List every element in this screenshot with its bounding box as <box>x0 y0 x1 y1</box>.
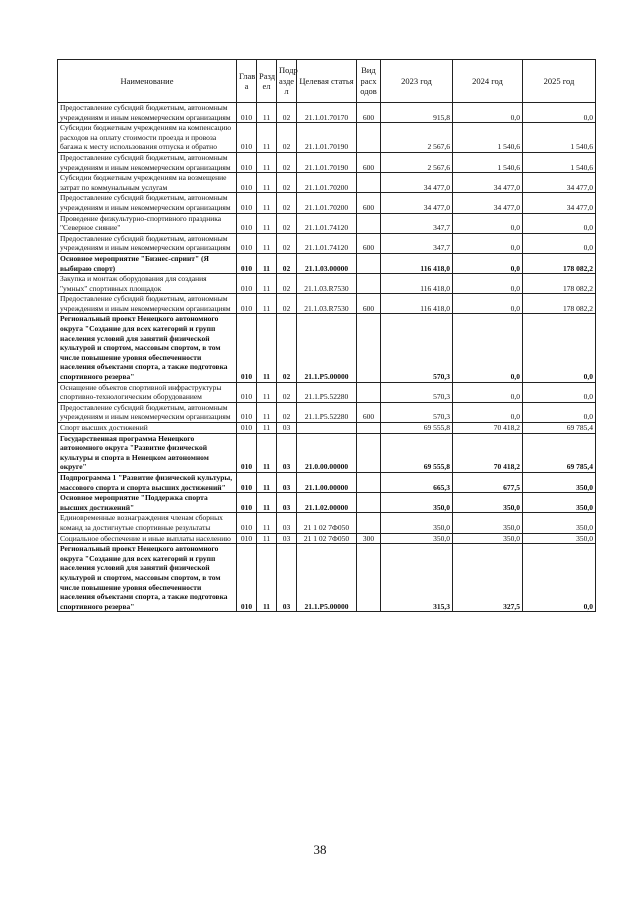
header-podrazdel: Подр азде л <box>277 60 297 103</box>
cell-podrazdel: 03 <box>277 433 297 472</box>
cell-glava: 010 <box>237 314 257 382</box>
cell-target: 21.0.00.00000 <box>297 433 357 472</box>
cell-2025: 1 540,6 <box>523 152 596 172</box>
cell-name: Предоставление субсидий бюджетным, автономным учреждениям и иным некоммерческим организациям <box>58 294 237 314</box>
cell-2024: 350,0 <box>453 493 523 513</box>
cell-2024: 0,0 <box>453 314 523 382</box>
cell-2023: 2 567,6 <box>381 123 453 153</box>
header-glava: Глав а <box>237 60 257 103</box>
table-row <box>58 152 596 172</box>
table-row <box>58 294 596 314</box>
cell-vid <box>357 493 381 513</box>
cell-vid: 600 <box>357 294 381 314</box>
cell-glava: 010 <box>237 253 257 273</box>
table-row <box>58 382 596 402</box>
cell-podrazdel: 02 <box>277 314 297 382</box>
cell-glava: 010 <box>237 213 257 233</box>
cell-razdel: 11 <box>257 193 277 213</box>
table-row <box>58 433 596 472</box>
cell-2024: 70 418,2 <box>453 423 523 434</box>
cell-2024: 0,0 <box>453 233 523 253</box>
cell-glava: 010 <box>237 423 257 434</box>
cell-target: 21.1.P5.52280 <box>297 382 357 402</box>
table-header-row <box>58 60 596 103</box>
cell-2023: 570,3 <box>381 314 453 382</box>
cell-target: 21.1.01.70200 <box>297 193 357 213</box>
cell-razdel: 11 <box>257 213 277 233</box>
table-row <box>58 472 596 492</box>
cell-name: Предоставление субсидий бюджетным, автономным учреждениям и иным некоммерческим организациям <box>58 402 237 422</box>
table-row <box>58 213 596 233</box>
cell-razdel: 11 <box>257 152 277 172</box>
cell-name: Государственная программа Ненецкого автономного округа "Развитие физической культуры и спорта в Ненецком автономном округе" <box>58 433 237 472</box>
cell-name: Субсидии бюджетным учреждениям на компенсацию расходов на оплату стоимости проезда и провоза багажа к месту использования отпуска и обратно <box>58 123 237 153</box>
cell-2024: 0,0 <box>453 253 523 273</box>
cell-glava: 010 <box>237 294 257 314</box>
cell-name: Закупка и монтаж оборудования для создания "умных" спортивных площадок <box>58 274 237 294</box>
cell-vid: 600 <box>357 402 381 422</box>
cell-razdel: 11 <box>257 472 277 492</box>
cell-glava: 010 <box>237 533 257 544</box>
cell-name: Субсидии бюджетным учреждениям на возмещение затрат по коммунальным услугам <box>58 173 237 193</box>
cell-2025: 0,0 <box>523 402 596 422</box>
cell-glava: 010 <box>237 193 257 213</box>
table-row <box>58 253 596 273</box>
cell-vid: 600 <box>357 193 381 213</box>
cell-name: Предоставление субсидий бюджетным, автономным учреждениям и иным некоммерческим организациям <box>58 152 237 172</box>
cell-name: Предоставление субсидий бюджетным, автономным учреждениям и иным некоммерческим организациям <box>58 233 237 253</box>
cell-target: 21.1.03.00000 <box>297 253 357 273</box>
cell-2024: 34 477,0 <box>453 193 523 213</box>
cell-2024: 0,0 <box>453 294 523 314</box>
cell-target: 21.1.01.70170 <box>297 103 357 123</box>
cell-vid <box>357 423 381 434</box>
cell-target: 21.1.P5.00000 <box>297 544 357 612</box>
cell-2025: 178 082,2 <box>523 294 596 314</box>
cell-2023: 570,3 <box>381 382 453 402</box>
cell-target: 21.1.00.00000 <box>297 472 357 492</box>
cell-razdel: 11 <box>257 382 277 402</box>
cell-2025: 0,0 <box>523 213 596 233</box>
cell-glava: 010 <box>237 382 257 402</box>
cell-2025: 0,0 <box>523 103 596 123</box>
header-vid: Вид расх одов <box>357 60 381 103</box>
cell-vid <box>357 314 381 382</box>
cell-2025: 0,0 <box>523 382 596 402</box>
cell-2025: 0,0 <box>523 544 596 612</box>
cell-glava: 010 <box>237 274 257 294</box>
cell-2024: 0,0 <box>453 274 523 294</box>
cell-2025: 34 477,0 <box>523 193 596 213</box>
cell-2023: 570,3 <box>381 402 453 422</box>
cell-target: 21.1.01.70200 <box>297 173 357 193</box>
cell-2023: 34 477,0 <box>381 173 453 193</box>
cell-2024: 350,0 <box>453 533 523 544</box>
cell-vid <box>357 433 381 472</box>
budget-table <box>57 59 596 612</box>
cell-razdel: 11 <box>257 173 277 193</box>
cell-vid <box>357 173 381 193</box>
cell-glava: 010 <box>237 472 257 492</box>
cell-vid: 600 <box>357 152 381 172</box>
table-row <box>58 233 596 253</box>
cell-2024: 1 540,6 <box>453 123 523 153</box>
cell-target: 21.1.03.R7530 <box>297 274 357 294</box>
header-2024: 2024 год <box>453 60 523 103</box>
cell-2023: 116 418,0 <box>381 253 453 273</box>
cell-podrazdel: 02 <box>277 103 297 123</box>
cell-2025: 69 785,4 <box>523 433 596 472</box>
table-body <box>58 103 596 612</box>
header-razdel: Разд ел <box>257 60 277 103</box>
cell-name: Предоставление субсидий бюджетным, автономным учреждениям и иным некоммерческим организациям <box>58 103 237 123</box>
cell-podrazdel: 02 <box>277 253 297 273</box>
cell-podrazdel: 02 <box>277 213 297 233</box>
cell-2023: 350,0 <box>381 533 453 544</box>
cell-razdel: 11 <box>257 314 277 382</box>
cell-vid: 600 <box>357 103 381 123</box>
cell-razdel: 11 <box>257 423 277 434</box>
cell-name: Основное мероприятие "Поддержка спорта высших достижений" <box>58 493 237 513</box>
cell-name: Оснащение объектов спортивной инфраструктуры спортивно-технологическим оборудованием <box>58 382 237 402</box>
cell-glava: 010 <box>237 233 257 253</box>
cell-razdel: 11 <box>257 123 277 153</box>
cell-podrazdel: 03 <box>277 472 297 492</box>
cell-2023: 665,3 <box>381 472 453 492</box>
cell-name: Подпрограмма 1 "Развитие физической культуры, массового спорта и спорта высших достижений" <box>58 472 237 492</box>
cell-2024: 327,5 <box>453 544 523 612</box>
cell-2025: 350,0 <box>523 472 596 492</box>
cell-razdel: 11 <box>257 544 277 612</box>
cell-glava: 010 <box>237 402 257 422</box>
header-name: Наименование <box>58 60 237 103</box>
cell-glava: 010 <box>237 152 257 172</box>
cell-razdel: 11 <box>257 402 277 422</box>
cell-2024: 0,0 <box>453 213 523 233</box>
cell-podrazdel: 02 <box>277 382 297 402</box>
cell-2023: 69 555,8 <box>381 433 453 472</box>
cell-podrazdel: 02 <box>277 152 297 172</box>
cell-glava: 010 <box>237 103 257 123</box>
header-2023: 2023 год <box>381 60 453 103</box>
cell-podrazdel: 02 <box>277 233 297 253</box>
cell-razdel: 11 <box>257 233 277 253</box>
table-row <box>58 173 596 193</box>
cell-razdel: 11 <box>257 513 277 533</box>
cell-2024: 0,0 <box>453 103 523 123</box>
cell-name: Предоставление субсидий бюджетным, автономным учреждениям и иным некоммерческим организациям <box>58 193 237 213</box>
cell-podrazdel: 02 <box>277 123 297 153</box>
cell-2024: 70 418,2 <box>453 433 523 472</box>
cell-2023: 116 418,0 <box>381 294 453 314</box>
cell-razdel: 11 <box>257 433 277 472</box>
table-row <box>58 533 596 544</box>
cell-2024: 350,0 <box>453 513 523 533</box>
cell-target <box>297 423 357 434</box>
cell-name: Проведение физкультурно-спортивного праздника "Северное сияние" <box>58 213 237 233</box>
table-row <box>58 103 596 123</box>
cell-target: 21.1.01.74120 <box>297 213 357 233</box>
cell-podrazdel: 02 <box>277 193 297 213</box>
cell-vid <box>357 513 381 533</box>
cell-vid: 600 <box>357 233 381 253</box>
cell-vid <box>357 472 381 492</box>
cell-2025: 1 540,6 <box>523 123 596 153</box>
cell-target: 21.1.01.70190 <box>297 123 357 153</box>
page-number: 38 <box>313 842 327 857</box>
header-2025: 2025 год <box>523 60 596 103</box>
cell-glava: 010 <box>237 123 257 153</box>
cell-glava: 010 <box>237 544 257 612</box>
cell-2023: 116 418,0 <box>381 274 453 294</box>
cell-2023: 315,3 <box>381 544 453 612</box>
cell-razdel: 11 <box>257 533 277 544</box>
cell-target: 21.1.03.R7530 <box>297 294 357 314</box>
cell-2025: 0,0 <box>523 314 596 382</box>
cell-razdel: 11 <box>257 294 277 314</box>
table-row <box>58 423 596 434</box>
cell-vid <box>357 382 381 402</box>
cell-2025: 178 082,2 <box>523 274 596 294</box>
cell-target: 21.1.02.00000 <box>297 493 357 513</box>
cell-podrazdel: 03 <box>277 423 297 434</box>
cell-target: 21.1.P5.00000 <box>297 314 357 382</box>
cell-2025: 350,0 <box>523 513 596 533</box>
cell-target: 21 1 02 7Ф050 <box>297 533 357 544</box>
cell-glava: 010 <box>237 433 257 472</box>
cell-2024: 34 477,0 <box>453 173 523 193</box>
table-row <box>58 493 596 513</box>
cell-podrazdel: 02 <box>277 402 297 422</box>
cell-2023: 34 477,0 <box>381 193 453 213</box>
cell-target: 21.1.01.74120 <box>297 233 357 253</box>
cell-name: Спорт высших достижений <box>58 423 237 434</box>
cell-razdel: 11 <box>257 274 277 294</box>
cell-name: Основное мероприятие "Бизнес-спринт" (Я выбираю спорт) <box>58 253 237 273</box>
header-target: Целевая статья <box>297 60 357 103</box>
cell-2023: 347,7 <box>381 213 453 233</box>
cell-podrazdel: 02 <box>277 173 297 193</box>
cell-podrazdel: 03 <box>277 533 297 544</box>
cell-name: Региональный проект Ненецкого автономного округа "Создание для всех категорий и групп населения условий для занятий физической культурой и спортом, массовым спортом, в том числе повышение уровня обеспеченности населения объектами спорта, а также подготовка спортивного резерва" <box>58 544 237 612</box>
cell-vid <box>357 274 381 294</box>
cell-2024: 677,5 <box>453 472 523 492</box>
table-row <box>58 513 596 533</box>
cell-razdel: 11 <box>257 493 277 513</box>
table-row <box>58 193 596 213</box>
cell-glava: 010 <box>237 493 257 513</box>
table-row <box>58 274 596 294</box>
cell-vid <box>357 544 381 612</box>
cell-vid <box>357 253 381 273</box>
cell-target: 21 1 02 7Ф050 <box>297 513 357 533</box>
cell-podrazdel: 02 <box>277 294 297 314</box>
cell-name: Единовременные вознаграждения членам сборных команд за достигнутые спортивные результаты <box>58 513 237 533</box>
table-row <box>58 544 596 612</box>
cell-2025: 0,0 <box>523 233 596 253</box>
cell-2023: 69 555,8 <box>381 423 453 434</box>
cell-name: Социальное обеспечение и иные выплаты населению <box>58 533 237 544</box>
cell-2023: 350,0 <box>381 513 453 533</box>
cell-2024: 0,0 <box>453 382 523 402</box>
cell-razdel: 11 <box>257 253 277 273</box>
cell-2025: 350,0 <box>523 533 596 544</box>
cell-glava: 010 <box>237 173 257 193</box>
cell-glava: 010 <box>237 513 257 533</box>
cell-vid <box>357 123 381 153</box>
cell-podrazdel: 03 <box>277 513 297 533</box>
cell-podrazdel: 02 <box>277 274 297 294</box>
cell-2025: 350,0 <box>523 493 596 513</box>
cell-name: Региональный проект Ненецкого автономного округа "Создание для всех категорий и групп населения условий для занятий физической культурой и спортом, массовым спортом, в том числе повышение уровня обеспеченности населения объектами спорта, а также подготовка спортивного резерва" <box>58 314 237 382</box>
cell-target: 21.1.01.70190 <box>297 152 357 172</box>
cell-2023: 915,8 <box>381 103 453 123</box>
cell-2025: 178 082,2 <box>523 253 596 273</box>
cell-razdel: 11 <box>257 103 277 123</box>
cell-2023: 350,0 <box>381 493 453 513</box>
table-row <box>58 123 596 153</box>
cell-podrazdel: 03 <box>277 493 297 513</box>
cell-podrazdel: 03 <box>277 544 297 612</box>
cell-2024: 0,0 <box>453 402 523 422</box>
cell-2023: 2 567,6 <box>381 152 453 172</box>
cell-2025: 69 785,4 <box>523 423 596 434</box>
cell-2025: 34 477,0 <box>523 173 596 193</box>
cell-vid: 300 <box>357 533 381 544</box>
cell-vid <box>357 213 381 233</box>
cell-2024: 1 540,6 <box>453 152 523 172</box>
table-row <box>58 314 596 382</box>
table-row <box>58 402 596 422</box>
cell-target: 21.1.P5.52280 <box>297 402 357 422</box>
cell-2023: 347,7 <box>381 233 453 253</box>
